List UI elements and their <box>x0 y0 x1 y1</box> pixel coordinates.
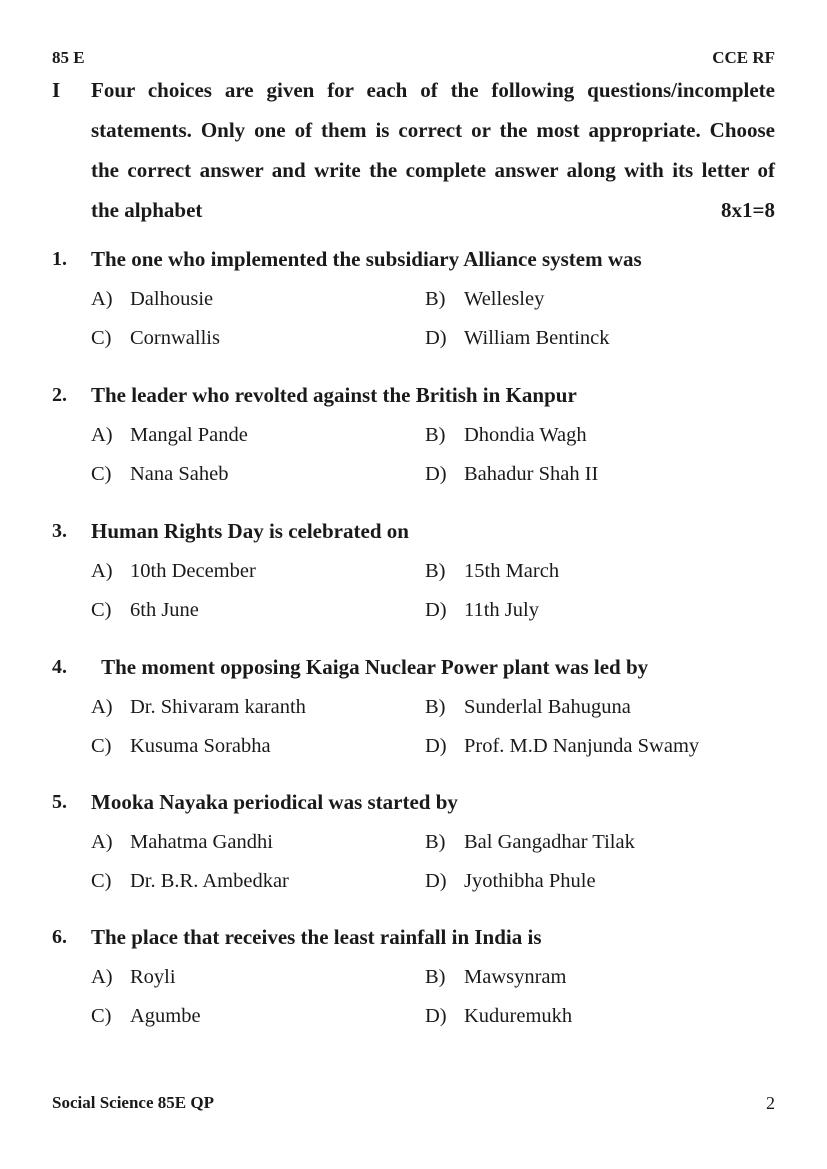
option-letter: D) <box>425 599 447 621</box>
option-text: Kusuma Sorabha <box>130 735 271 757</box>
exam-code: CCE RF <box>712 48 775 67</box>
option-letter: A) <box>91 966 113 988</box>
question-number: 6. <box>52 926 67 948</box>
option-letter: C) <box>91 599 112 621</box>
question-text: The leader who revolted against the British in Kanpur <box>91 383 577 407</box>
question-number: 4. <box>52 656 67 678</box>
option-text: Dalhousie <box>130 288 214 310</box>
option-letter: B) <box>425 424 446 446</box>
option-text: Mawsynram <box>464 966 567 988</box>
question-text: The moment opposing Kaiga Nuclear Power plant was led by <box>91 655 649 679</box>
option-letter: C) <box>91 735 112 757</box>
option-text: Mangal Pande <box>130 424 248 446</box>
question-number: 1. <box>52 248 67 270</box>
option-text: Mahatma Gandhi <box>130 831 273 853</box>
option-text: Sunderlal Bahuguna <box>464 696 631 718</box>
instruction-line: the alphabet <box>91 198 203 222</box>
option-text: Bahadur Shah II <box>464 463 599 485</box>
option-letter: C) <box>91 327 112 349</box>
question <box>0 790 827 910</box>
question <box>0 925 827 1045</box>
option-letter: A) <box>91 424 113 446</box>
option-text: Bal Gangadhar Tilak <box>464 831 635 853</box>
instruction-line: Four choices are given for each of the following questions/incomplete <box>91 78 775 102</box>
option-letter: C) <box>91 463 112 485</box>
option-text: Nana Saheb <box>130 463 229 485</box>
option-letter: B) <box>425 696 446 718</box>
question <box>0 247 827 367</box>
instruction-line: statements. Only one of them is correct or the most appropriate. Choose <box>91 118 775 142</box>
section-marks: 8x1=8 <box>721 198 775 222</box>
option-text: 6th June <box>130 599 199 621</box>
option-text: 11th July <box>464 599 539 621</box>
option-letter: D) <box>425 735 447 757</box>
option-letter: C) <box>91 870 112 892</box>
option-text: 15th March <box>464 560 560 582</box>
instruction-last-line <box>91 198 775 222</box>
question-text: Human Rights Day is celebrated on <box>91 519 409 543</box>
option-letter: A) <box>91 560 113 582</box>
option-letter: A) <box>91 288 113 310</box>
option-letter: A) <box>91 696 113 718</box>
paper-code: 85 E <box>52 48 85 67</box>
option-letter: B) <box>425 288 446 310</box>
question <box>0 383 827 503</box>
option-text: Dr. Shivaram karanth <box>130 696 306 718</box>
option-text: Royli <box>130 966 176 988</box>
option-text: Wellesley <box>464 288 545 310</box>
option-text: 10th December <box>130 560 256 582</box>
question-text: Mooka Nayaka periodical was started by <box>91 790 458 814</box>
question-text: The place that receives the least rainfall in India is <box>91 925 542 949</box>
section-number: I <box>52 78 61 102</box>
option-letter: B) <box>425 966 446 988</box>
option-text: Prof. M.D Nanjunda Swamy <box>464 735 700 757</box>
instruction-line: the correct answer and write the complete answer along with its letter of <box>91 158 775 182</box>
page-number: 2 <box>766 1093 775 1113</box>
option-letter: D) <box>425 870 447 892</box>
option-letter: C) <box>91 1005 112 1027</box>
option-letter: B) <box>425 560 446 582</box>
question <box>0 655 827 775</box>
option-text: Dr. B.R. Ambedkar <box>130 870 289 892</box>
question-number: 2. <box>52 384 67 406</box>
option-text: Cornwallis <box>130 327 220 349</box>
option-letter: D) <box>425 463 447 485</box>
option-text: Jyothibha Phule <box>464 870 596 892</box>
option-letter: D) <box>425 327 447 349</box>
question-number: 5. <box>52 791 67 813</box>
question-number: 3. <box>52 520 67 542</box>
option-letter: B) <box>425 831 446 853</box>
option-letter: D) <box>425 1005 447 1027</box>
question-text: The one who implemented the subsidiary Alliance system was <box>91 247 642 271</box>
question <box>0 519 827 639</box>
option-letter: A) <box>91 831 113 853</box>
footer-title: Social Science 85E QP <box>52 1093 214 1112</box>
option-text: Kuduremukh <box>464 1005 573 1027</box>
option-text: William Bentinck <box>464 327 610 349</box>
option-text: Dhondia Wagh <box>464 424 587 446</box>
option-text: Agumbe <box>130 1005 201 1027</box>
